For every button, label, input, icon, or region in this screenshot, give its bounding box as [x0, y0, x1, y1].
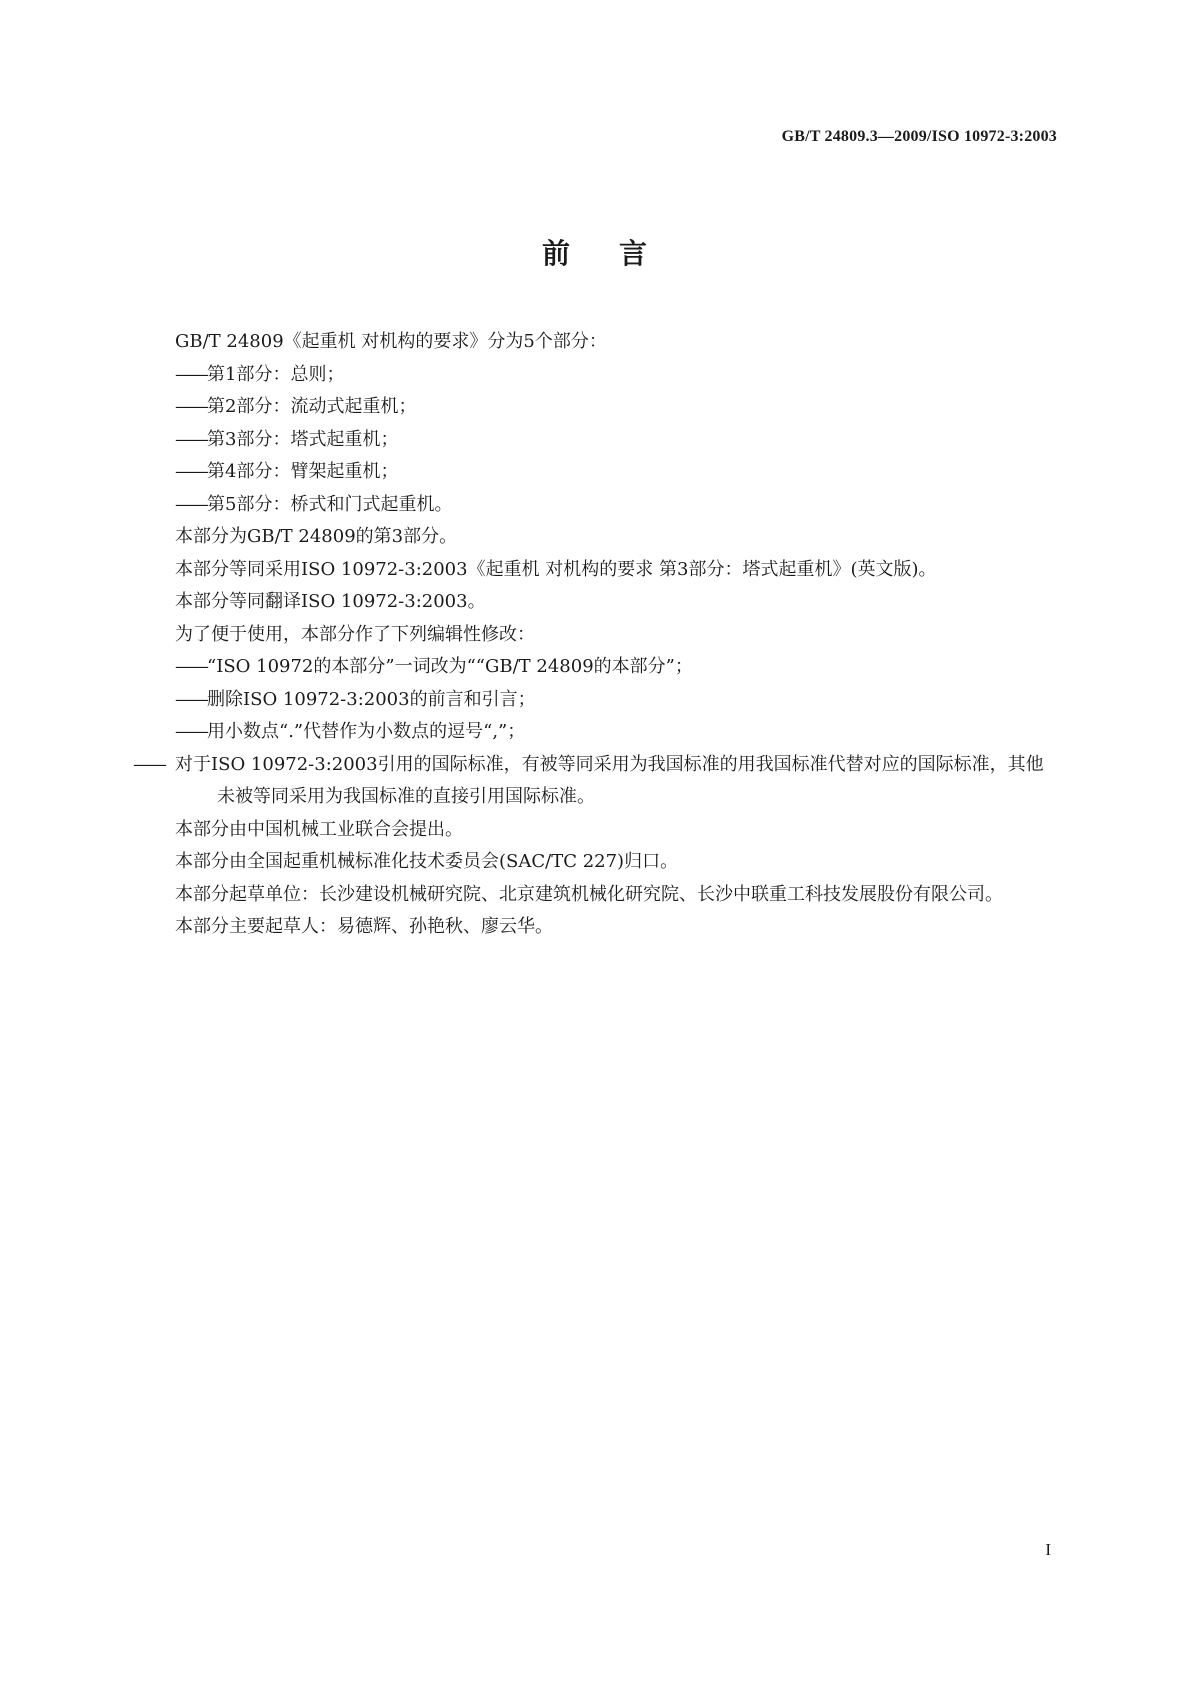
- part-statement-paragraph: 本部分为GB/T 24809的第3部分。: [175, 526, 458, 547]
- list-item-text: “ISO 10972的本部分”一词改为““GB/T 24809的本部分”；: [207, 656, 693, 677]
- page-number: I: [1045, 1540, 1051, 1559]
- adoption-paragraph: 本部分等同采用ISO 10972-3:2003《起重机 对机构的要求 第3部分：塔式起重机》(英文版)。: [175, 558, 937, 580]
- list-dash: ——: [175, 363, 207, 385]
- list-item-text: 第5部分：桥式和门式起重机。: [207, 493, 453, 515]
- intro-paragraph: GB/T 24809《起重机 对机构的要求》分为5个部分：: [175, 331, 607, 352]
- list-item-part-2: [134, 391, 1060, 424]
- list-item-text: 第4部分：臂架起重机；: [207, 461, 399, 482]
- list-item-part-3: [134, 424, 1060, 457]
- drafting-units-paragraph: 本部分起草单位：长沙建设机械研究院、北京建筑机械化研究院、长沙中联重工科技发展股份有限公司。: [175, 883, 1003, 905]
- list-dash: ——: [175, 493, 207, 515]
- drafters-paragraph: 本部分主要起草人：易德辉、孙艳秋、廖云华。: [175, 916, 553, 937]
- list-item-text: 第2部分：流动式起重机；: [207, 396, 417, 417]
- list-dash: ——: [175, 721, 207, 742]
- list-dash: ——: [175, 396, 207, 417]
- list-item-text: 第1部分：总则；: [207, 363, 345, 385]
- foreword-body: [134, 326, 1060, 944]
- list-item-part-5: [134, 489, 1060, 522]
- edit-item-4: —— 对于ISO 10972-3:2003引用的国际标准，有被等同采用为我国标准的用我国标准代替对应的国际标准，其他未被等同采用为我国标准的直接引用国际标准。: [133, 753, 1044, 807]
- list-dash: ——: [175, 688, 207, 710]
- list-item-text: 用小数点“.”代替作为小数点的逗号“,”；: [207, 721, 526, 742]
- standard-code: GB/T 24809.3—2009/ISO 10972-3:2003: [781, 128, 1057, 145]
- list-item-part-1: [134, 359, 1060, 392]
- list-item-text: 第3部分：塔式起重机；: [207, 428, 399, 450]
- list-dash: ——: [175, 428, 207, 450]
- centralized-by-paragraph: 本部分由全国起重机械标准化技术委员会(SAC/TC 227)归口。: [175, 851, 679, 872]
- list-dash: ——: [175, 656, 207, 677]
- edit-item-3: [134, 716, 1060, 749]
- proposed-by-paragraph: 本部分由中国机械工业联合会提出。: [175, 818, 463, 840]
- list-item-part-4: [134, 456, 1060, 489]
- edit-item-2: [134, 684, 1060, 717]
- list-item-text: 对于ISO 10972-3:2003引用的国际标准，有被等同采用为我国标准的用我国标准代替对应的国际标准，其他未被等同采用为我国标准的直接引用国际标准。: [175, 753, 1044, 807]
- edit-item-1: [134, 651, 1060, 684]
- list-item-text: 删除ISO 10972-3:2003的前言和引言；: [207, 688, 536, 710]
- translation-paragraph: 本部分等同翻译ISO 10972-3:2003。: [175, 591, 486, 612]
- page-title: 前 言: [542, 237, 649, 270]
- list-dash: ——: [175, 461, 207, 482]
- edits-intro-paragraph: 为了便于使用，本部分作了下列编辑性修改：: [175, 623, 535, 645]
